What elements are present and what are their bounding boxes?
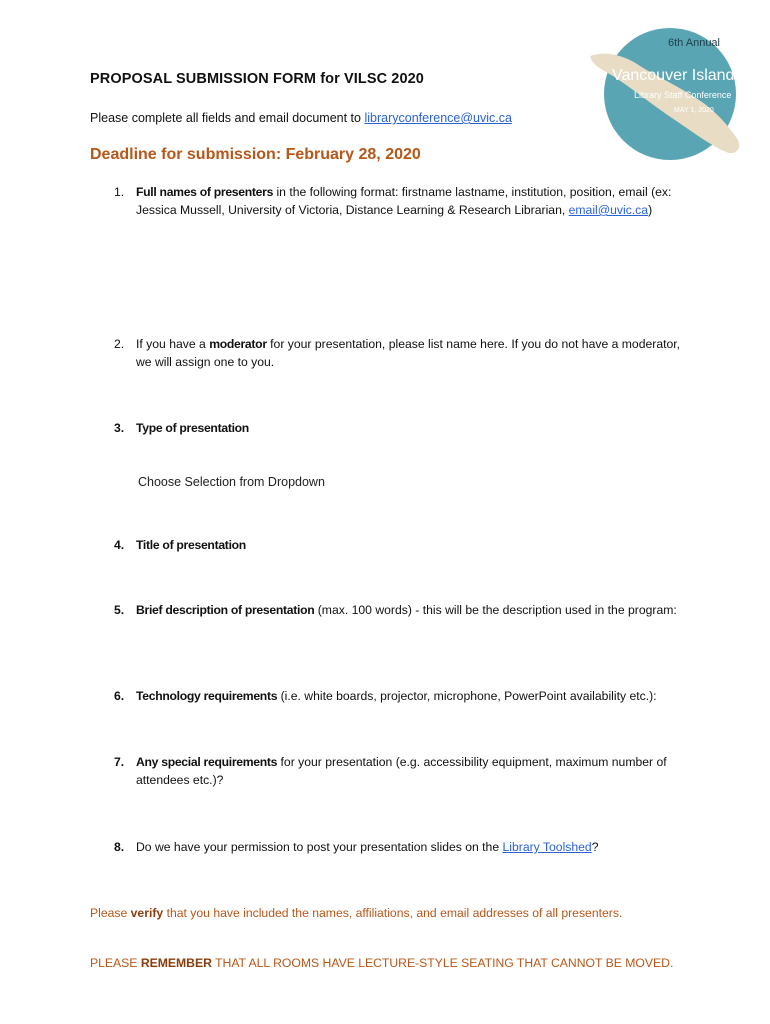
seating-note — [90, 956, 673, 970]
question-number: 7. — [114, 755, 125, 769]
page-title: PROPOSAL SUBMISSION FORM for VILSC 2020 — [90, 71, 424, 87]
logo-line4: MAY 1, 2020 — [674, 107, 714, 114]
question-7 — [114, 753, 694, 789]
question-text: (max. 100 words) - this will be the description used in the program: — [314, 603, 677, 617]
logo-line2: Vancouver Island — [612, 67, 735, 84]
presentation-type-dropdown[interactable]: Choose Selection from Dropdown — [138, 475, 325, 489]
logo-line1: 6th Annual — [668, 37, 720, 49]
example-email-link[interactable]: email@uvic.ca — [568, 203, 649, 217]
question-text: for your presentation, please list name here. If you do not have a moderator, we will assign one to you. — [136, 337, 681, 369]
note-text: Please — [90, 906, 131, 920]
question-text: in the following format: firstname lastname, institution, position, email (ex: Jessica Mussell, University of Victoria, Distance Learning & Research Librarian, — [136, 185, 672, 217]
contact-email-link[interactable]: libraryconference@uvic.ca — [364, 111, 512, 125]
note-emphasis: REMEMBER — [140, 956, 212, 970]
question-number: 5. — [114, 603, 125, 617]
logo-line3: Library Staff Conference — [634, 90, 732, 100]
question-text: (i.e. white boards, projector, microphone, PowerPoint availability etc.): — [277, 689, 657, 703]
question-8 — [114, 838, 694, 856]
question-number: 1. — [114, 185, 125, 199]
question-number: 4. — [114, 538, 125, 552]
question-label: moderator — [209, 337, 267, 351]
question-2 — [114, 335, 694, 371]
question-label: Full names of presenters — [136, 185, 274, 199]
question-number: 2. — [114, 337, 125, 351]
question-label: Technology requirements — [136, 689, 278, 703]
question-number: 8. — [114, 840, 125, 854]
question-label: Brief description of presentation — [136, 603, 315, 617]
question-text-start: If you have a — [136, 337, 210, 351]
conference-logo — [586, 26, 746, 166]
note-text: that you have included the names, affiliations, and email addresses of all presenters. — [163, 906, 623, 920]
question-number: 6. — [114, 689, 125, 703]
deadline-heading: Deadline for submission: February 28, 2020 — [90, 146, 421, 163]
verify-note — [90, 906, 622, 920]
question-text-end: ? — [591, 840, 599, 854]
question-label: Type of presentation — [136, 421, 249, 435]
note-text: THAT ALL ROOMS HAVE LECTURE-STYLE SEATING THAT CANNOT BE MOVED. — [211, 956, 674, 970]
question-text-end: ) — [648, 203, 653, 217]
intro-text: Please complete all fields and email document to — [90, 111, 365, 125]
note-text: PLEASE — [90, 956, 141, 970]
question-1 — [114, 183, 694, 219]
question-5 — [114, 601, 694, 619]
question-text: Do we have your permission to post your presentation slides on the — [136, 840, 503, 854]
question-label: Any special requirements — [136, 755, 278, 769]
note-emphasis: verify — [130, 906, 164, 920]
question-4 — [114, 536, 694, 554]
question-6 — [114, 687, 694, 705]
intro-line — [90, 111, 512, 125]
question-number: 3. — [114, 421, 125, 435]
question-label: Title of presentation — [136, 538, 246, 552]
question-3 — [114, 419, 694, 437]
question-text: for your presentation (e.g. accessibility equipment, maximum number of attendees etc.)? — [136, 755, 667, 787]
library-toolshed-link[interactable]: Library Toolshed — [502, 840, 592, 854]
